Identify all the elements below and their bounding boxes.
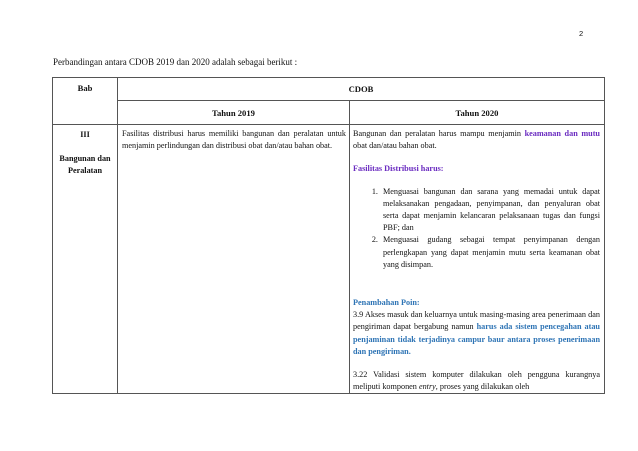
comparison-table [52,77,605,394]
cell-2020 [350,125,605,394]
point-3-22: 3.22 Validasi sistem komputer dilakukan oleh pengguna kurangnya meliputi komponen entry, proses yang dilakukan oleh [353,370,600,392]
bab-title: Bangunan dan Peralatan [59,154,111,175]
list-item: 1. Menguasai bangunan dan sarana yang memadai untuk dapat melaksanakan pengadaan, penyimpanan, dan penyaluran obat serta dapat menjamin kelancaran pelaksanaan tugas dan fungsi PBF; dan [380,186,600,235]
facility-heading: Fasilitas Distribusi harus: [353,164,444,174]
facility-list [353,186,600,271]
entry-emphasis: entry [418,382,436,392]
highlight-keamanan-mutu: keamanan dan mutu [524,129,600,138]
intro-sentence: Perbandingan antara CDOB 2019 dan 2020 adalah sebagai berikut : [53,57,298,67]
text-2020-intro: Bangunan dan peralatan harus mampu menjamin keamanan dan mutu obat dan/atau bahan obat. [353,129,600,151]
bab-number: III [80,130,90,139]
cell-2019 [118,125,350,394]
list-item: 2. Menguasai gudang sebagai tempat penyimpanan dengan perlengkapan yang dapat menjamin mutu serta keamanan obat yang disimpan. [380,234,600,271]
text-2019: Fasilitas distribusi harus memiliki bangunan dan peralatan untuk menjamin perlindungan dan distribusi obat dan/atau bahan obat. [122,129,346,151]
header-row-1 [53,78,605,101]
bab-column-header: Bab [53,78,118,125]
point-3-9: 3.9 Akses masuk dan keluarnya untuk masing-masing area penerimaan dan pengiriman dapat bergabung namun harus ada sistem pencegahan atau penjaminan tidak terjadinya campur baur antara proses penerimaan dan pengiriman. [353,310,600,356]
bab-cell [53,125,118,394]
cdob-column-header: CDOB [118,78,605,101]
year-2020-header: Tahun 2020 [350,101,605,125]
addition-heading: Penambahan Poin: [353,298,420,308]
header-row-2 [53,101,605,125]
page-number: 2 [579,29,584,38]
highlight-point-3-9: harus ada sistem pencegahan atau penjaminan tidak terjadinya campur baur antara proses penerimaan dan pengiriman. [353,322,600,356]
year-2019-header: Tahun 2019 [118,101,350,125]
table-row [53,125,605,394]
